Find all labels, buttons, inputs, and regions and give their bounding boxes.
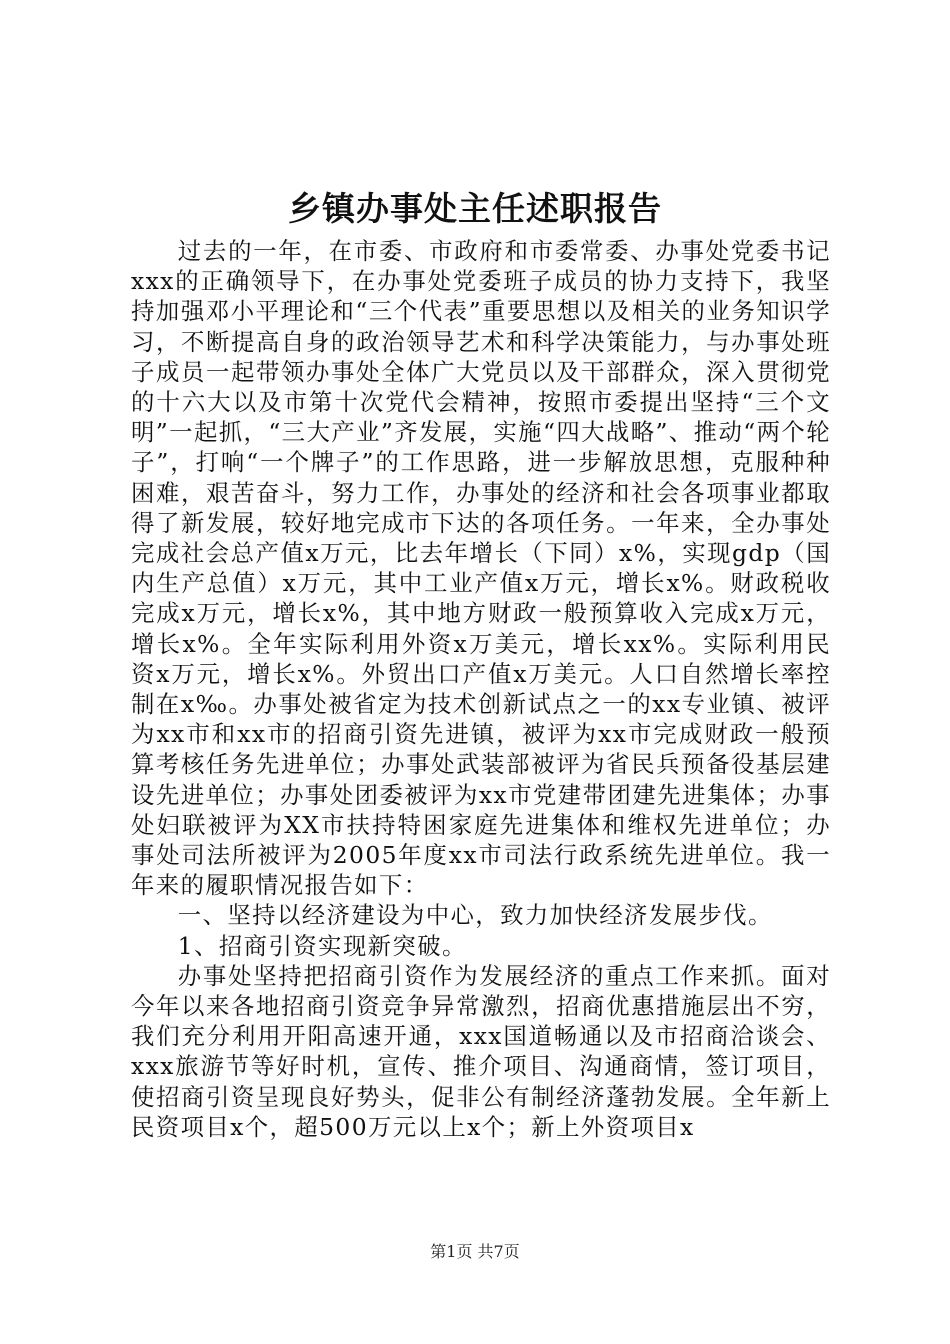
document-title: 乡镇办事处主任述职报告 [288, 189, 662, 228]
document-body [131, 236, 831, 1142]
paragraph-subheading: 1、招商引资实现新突破。 [177, 931, 467, 960]
paragraph-section-heading: 一、坚持以经济建设为中心，致力加快经济发展步伐。 [177, 901, 773, 930]
page-footer: 第1页 共7页 [430, 1242, 520, 1261]
paragraph-intro: 过去的一年，在市委、市政府和市委常委、办事处党委书记xxx的正确领导下，在办事处党委班子成员的协力支持下，我坚持加强邓小平理论和“三个代表”重要思想以及相关的业务知识学习，不断提高自身的政治领导艺术和科学决策能力，与办事处班子成员一起带领办事处全体广大党员以及干部群众，深入贯彻党的十六大以及市第十次党代会精神，按照市委提出坚持“三个文明”一起抓，“三大产业”齐发展，实施“四大战略”、推动“两个轮子”，打响“一个牌子”的工作思路，进一步解放思想，克服种种困难，艰苦奋斗，努力工作，办事处的经济和社会各项事业都取得了新发展，较好地完成市下达的各项任务。一年来，全办事处完成社会总产值x万元，比去年增长（下同）x%，实现gdp（国内生产总值）x万元，其中工业产值x万元，增长x%。财政税收完成x万元，增长x%，其中地方财政一般预算收入完成x万元，增长x%。全年实际利用外资x万美元，增长xx%。实际利用民资x万元，增长x%。外贸出口产值x万美元。人口自然增长率控制在x‰。办事处被省定为技术创新试点之一的xx专业镇、被评为xx市和xx市的招商引资先进镇，被评为xx市完成财政一般预算考核任务先进单位；办事处武装部被评为省民兵预备役基层建设先进单位；办事处团委被评为xx市党建带团建先进集体；办事处妇联被评为XX市扶持特困家庭先进集体和维权先进单位；办事处司法所被评为2005年度xx市司法行政系统先进单位。我一年来的履职情况报告如下： [131, 237, 831, 900]
paragraph-investment: 办事处坚持把招商引资作为发展经济的重点工作来抓。面对今年以来各地招商引资竞争异常激烈，招商优惠措施层出不穷，我们充分利用开阳高速开通，xxx国道畅通以及市招商洽谈会、xxx旅游节等好时机，宣传、推介项目、沟通商情，签订项目，使招商引资呈现良好势头，促非公有制经济蓬勃发展。全年新上民资项目x个，超500万元以上x个；新上外资项目x [131, 961, 831, 1141]
